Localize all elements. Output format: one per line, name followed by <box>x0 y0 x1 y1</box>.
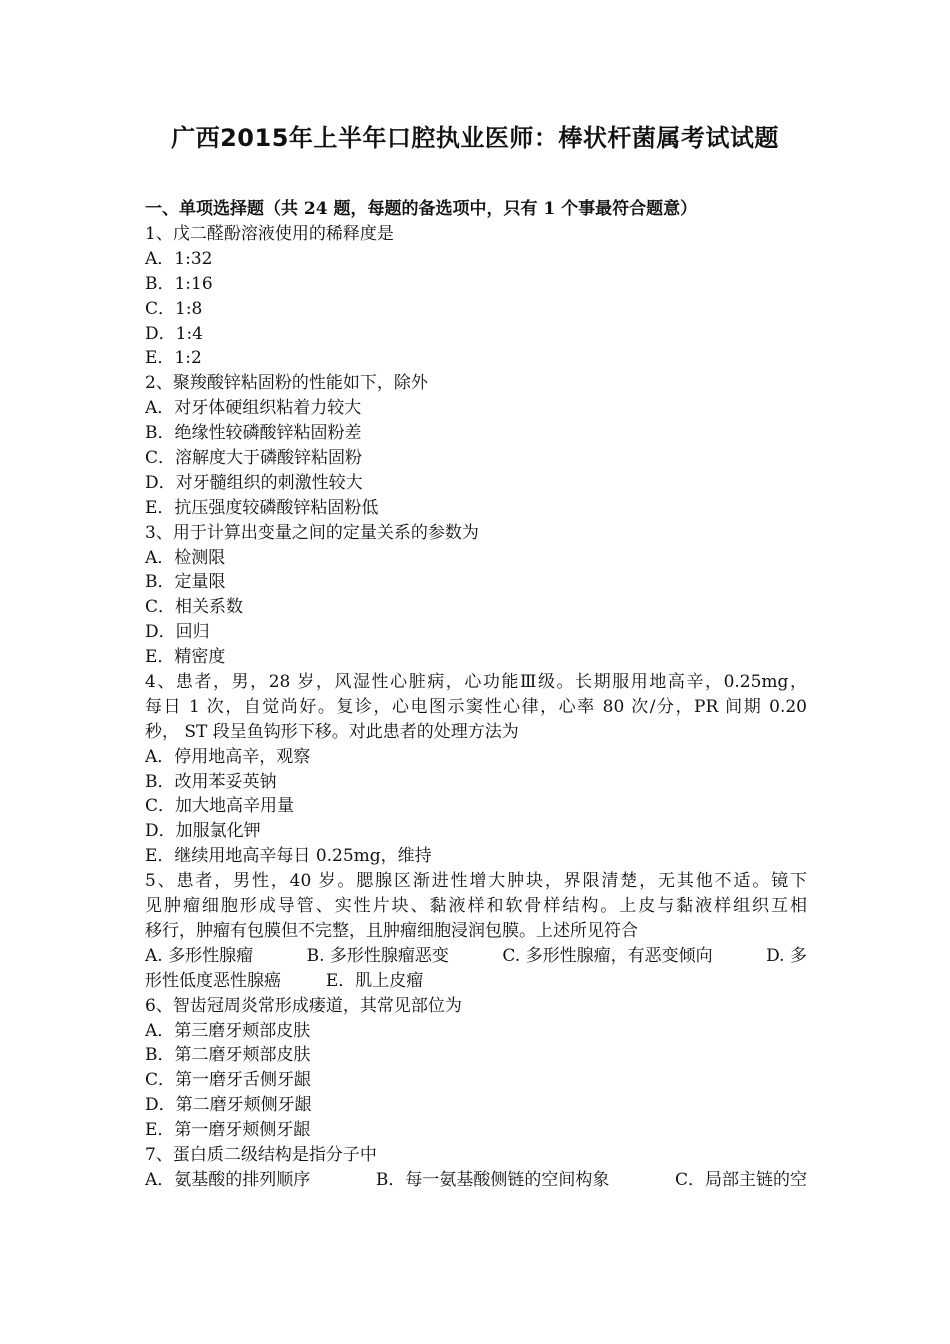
question-4-option-e: E．继续用地高辛每日 0.25mg，维持 <box>145 846 432 867</box>
question-5-options-row-2 <box>145 969 807 994</box>
question-2-option-d: D．对牙髓组织的刺激性较大 <box>145 472 363 493</box>
question-4-option-a: A．停用地高辛，观察 <box>145 746 311 767</box>
question-4-stem-line-1: 4、患者，男，28 岁，风湿性心脏病，心功能Ⅲ级。长期服用地高辛，0.25mg， <box>145 672 807 693</box>
question-1-option-c: C．1:8 <box>145 298 203 319</box>
question-2-option-e: E．抗压强度较磷酸锌粘固粉低 <box>145 497 379 518</box>
question-6-option-c: C．第一磨牙舌侧牙龈 <box>145 1070 312 1091</box>
question-7-option-a: A．氨基酸的排列顺序 <box>145 1169 311 1190</box>
question-5-stem-line-3: 移行，肿瘤有包膜但不完整，且肿瘤细胞浸润包膜。上述所见符合 <box>145 920 638 941</box>
question-3-option-d: D．回归 <box>145 622 210 643</box>
question-5-option-d-continued: 形性低度恶性腺癌 <box>145 970 281 991</box>
question-5-option-d: D. 多 <box>766 945 807 966</box>
question-6-option-b: B．第二磨牙颊部皮肤 <box>145 1045 311 1066</box>
question-4-option-d: D．加服氯化钾 <box>145 821 261 842</box>
question-5-options-row <box>145 944 807 969</box>
question-2-option-b: B．绝缘性较磷酸锌粘固粉差 <box>145 423 362 444</box>
question-5-stem-line-1: 5、患者，男性，40 岁。腮腺区渐进性增大肿块，界限清楚，无其他不适。镜下 <box>145 871 807 892</box>
question-1-option-b: B．1:16 <box>145 273 213 294</box>
question-5-stem-line-2: 见肿瘤细胞形成导管、实性片块、黏液样和软骨样结构。上皮与黏液样组织互相 <box>145 896 807 917</box>
question-1-option-e: E．1:2 <box>145 348 202 369</box>
question-3-stem: 3、用于计算出变量之间的定量关系的参数为 <box>145 522 479 543</box>
question-2-stem: 2、聚羧酸锌粘固粉的性能如下，除外 <box>145 373 428 394</box>
question-4-stem-line-3: 秒， ST 段呈鱼钩形下移。对此患者的处理方法为 <box>145 721 519 742</box>
question-3-option-e: E．精密度 <box>145 647 226 668</box>
question-3-option-a: A．检测限 <box>145 547 226 568</box>
question-3-option-c: C．相关系数 <box>145 597 244 618</box>
question-5-option-a: A. 多形性腺瘤 <box>145 945 254 966</box>
question-4-option-c: C．加大地高辛用量 <box>145 796 295 817</box>
question-6-option-e: E．第一磨牙颊侧牙龈 <box>145 1120 311 1141</box>
question-6-option-a: A．第三磨牙颊部皮肤 <box>145 1020 311 1041</box>
question-1-option-d: D．1:4 <box>145 323 203 344</box>
question-2-option-a: A．对牙体硬组织粘着力较大 <box>145 398 362 419</box>
question-4-option-b: B．改用苯妥英钠 <box>145 771 277 792</box>
question-2-option-c: C．溶解度大于磷酸锌粘固粉 <box>145 448 363 469</box>
document-title: 广西2015年上半年口腔执业医师：棒状杆菌属考试试题 <box>171 124 779 152</box>
question-1-option-a: A．1:32 <box>145 248 213 269</box>
question-1-stem: 1、戊二醛酚溶液使用的稀释度是 <box>145 224 394 244</box>
section-heading: 一、单项选择题（共 24 题，每题的备选项中，只有 1 个事最符合题意） <box>145 199 698 219</box>
question-7-option-c: C．局部主链的空 <box>674 1169 807 1190</box>
question-7-stem: 7、蛋白质二级结构是指分子中 <box>145 1144 377 1165</box>
question-5-option-e: E．肌上皮瘤 <box>325 970 424 991</box>
question-4-stem-line-2: 每日 1 次，自觉尚好。复诊，心电图示窦性心律，心率 80 次/分，PR 间期 0.20 <box>145 696 807 717</box>
question-3-option-b: B．定量限 <box>145 572 226 593</box>
question-7-option-b: B．每一氨基酸侧链的空间构象 <box>375 1169 610 1190</box>
question-5-option-c: C. 多形性腺瘤，有恶变倾向 <box>502 945 713 966</box>
question-7-options-row <box>145 1168 807 1193</box>
question-6-stem: 6、智齿冠周炎常形成瘘道，其常见部位为 <box>145 995 462 1016</box>
question-6-option-d: D．第二磨牙颊侧牙龈 <box>145 1095 312 1116</box>
question-list <box>145 222 807 1193</box>
question-5-option-b: B. 多形性腺瘤恶变 <box>306 945 449 966</box>
